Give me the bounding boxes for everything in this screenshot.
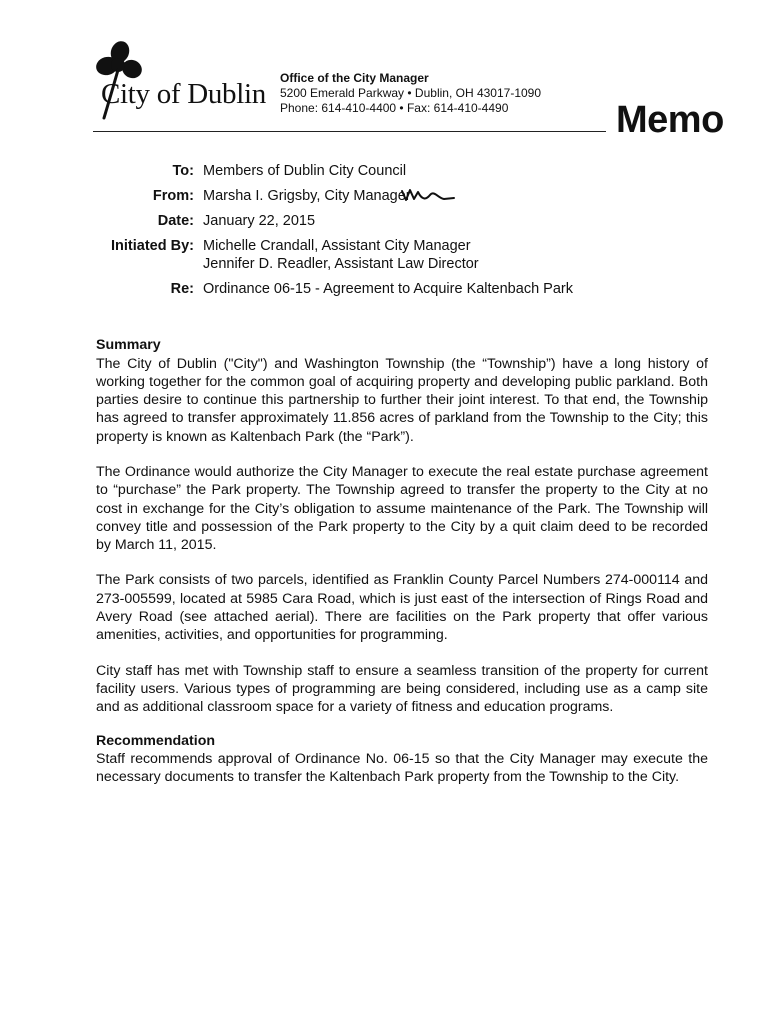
office-address: 5200 Emerald Parkway • Dublin, OH 43017-1090 (280, 86, 542, 100)
initiated-by-label: Initiated By: (111, 238, 194, 254)
summary-paragraph-2: The Ordinance would authorize the City Manager to execute the real estate purchase agreement to “purchase” the Park property. The Township agreed to transfer the property to the City at no cost in exchange for the City’s obligation to assume maintenance of the Park. The Township will convey title and possession of the Park property to the City by a quit claim deed to be recorded by March 11, 2015. (96, 463, 708, 554)
recommendation-paragraph: Staff recommends approval of Ordinance No. 06-15 so that the City Manager may execute the necessary documents to transfer the Kaltenbach Park property from the Township to the City. (96, 751, 708, 786)
summary-paragraph-3: The Park consists of two parcels, identified as Franklin County Parcel Numbers 274-000114 and 273-005599, located at 5985 Cara Road, which is just east of the intersection of Rings Road and Avery Road (see attached aerial). There are facilities on the Park property that offer various amenities, activities, and opportunities for programming. (96, 572, 708, 644)
memo-title: Memo (616, 99, 724, 141)
city-of-dublin-wordmark: City of Dublin (101, 78, 266, 110)
re-label: Re: (170, 281, 194, 297)
to-value: Members of Dublin City Council (203, 163, 407, 179)
summary-heading: Summary (96, 337, 161, 353)
office-phone-fax: Phone: 614-410-4400 • Fax: 614-410-4490 (280, 101, 509, 115)
re-value: Ordinance 06-15 - Agreement to Acquire Kaltenbach Park (203, 281, 573, 297)
date-value: January 22, 2015 (203, 213, 316, 229)
summary-paragraph-4: City staff has met with Township staff to ensure a seamless transition of the property for current facility users. Various types of programming are being considered, including use as a camp site and as additional classroom space for a variety of fitness and education programs. (96, 662, 708, 716)
header-divider (93, 131, 606, 132)
initiated-by-value-1: Michelle Crandall, Assistant City Manager (203, 238, 471, 254)
initiated-by-value-2: Jennifer D. Readler, Assistant Law Director (203, 256, 479, 272)
recommendation-heading: Recommendation (96, 732, 216, 749)
from-label: From: (152, 188, 194, 204)
to-label: To: (172, 163, 194, 179)
summary-paragraph-1: The City of Dublin ("City") and Washington Township (the “Township”) have a long history of working together for the common goal of acquiring property and developing public parkland. Both parties desire to continue this partnership to further their joint interest. To that end, the Township has agreed to transfer approximately 11.856 acres of parkland from the Township to the City; this property is known as Kaltenbach Park (the “Park”). (96, 355, 708, 445)
memo-body (96, 336, 708, 804)
office-title: Office of the City Manager (280, 71, 429, 85)
date-label: Date: (157, 213, 194, 229)
signature-initials (400, 186, 456, 204)
from-value: Marsha I. Grigsby, City Manager (203, 188, 411, 204)
